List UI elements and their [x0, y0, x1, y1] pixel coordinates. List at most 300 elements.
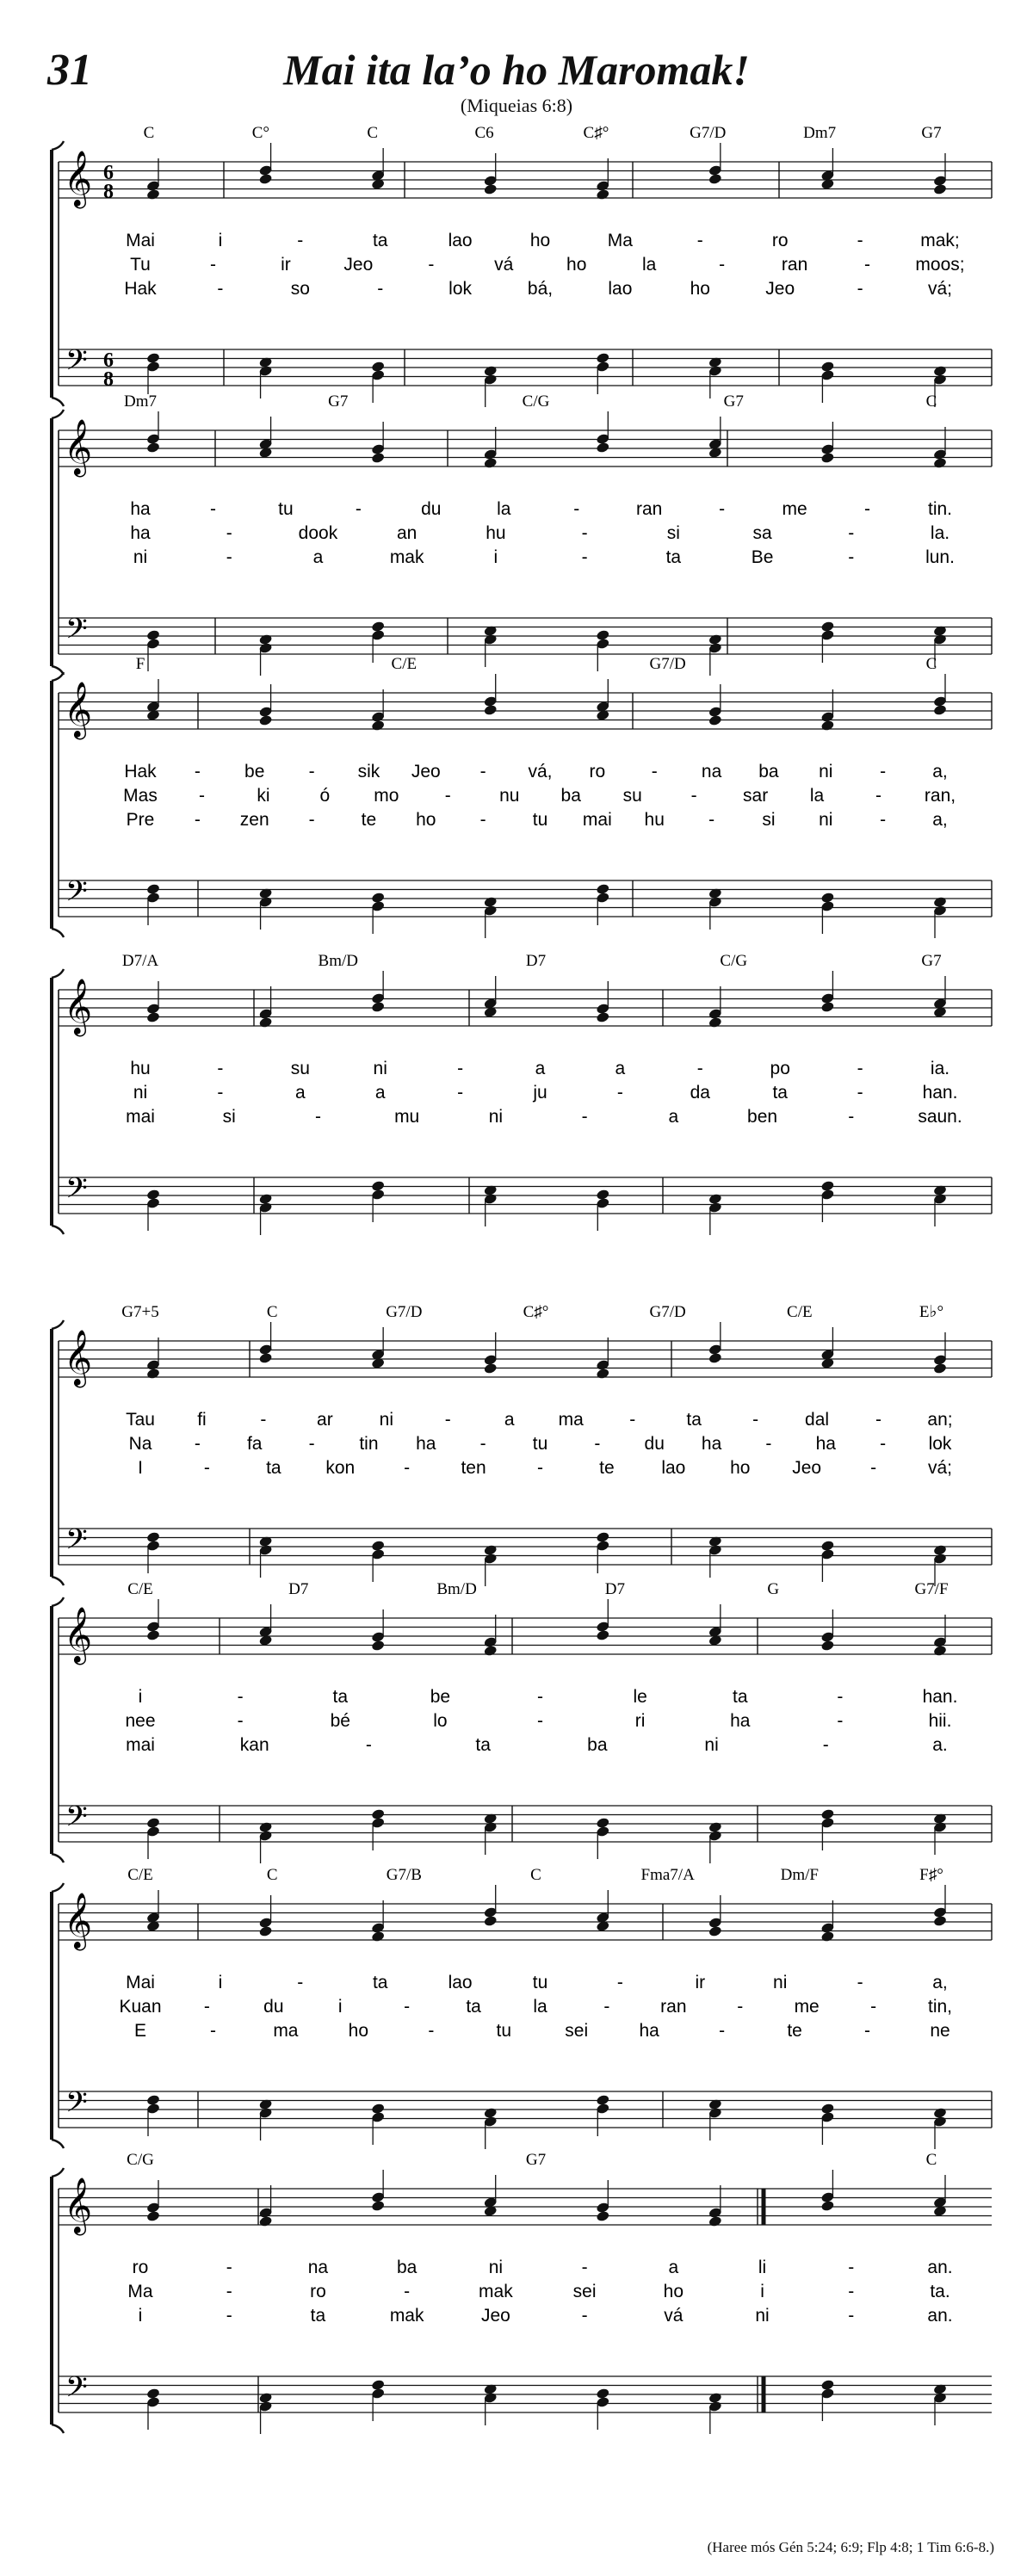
- lyric-syllable: ro: [310, 2282, 326, 2301]
- lyric-syllable: lao: [448, 231, 473, 250]
- lyric-syllable: po: [770, 1059, 790, 1078]
- time-signature-bottom: 8: [103, 181, 114, 203]
- lyric-syllable: nu: [499, 786, 520, 806]
- chord-symbol: D7: [525, 952, 547, 970]
- lyric-syllable: ni: [133, 1083, 148, 1103]
- lyric-syllable: -: [428, 255, 435, 275]
- treble-clef: 𝄞: [64, 151, 93, 207]
- lyric-syllable: lao: [661, 1458, 686, 1478]
- lyric-syllable: be: [244, 762, 265, 781]
- lyric-syllable: mai: [126, 1107, 155, 1127]
- lyric-syllable: -: [194, 810, 201, 830]
- lyric-syllable: Ma: [127, 2282, 153, 2301]
- treble-clef: 𝄞: [64, 1330, 93, 1386]
- bracket-curl: [52, 2425, 64, 2433]
- lyric-syllable: Jeo: [480, 2306, 510, 2326]
- chord-symbol: E♭°: [919, 1303, 944, 1321]
- lyric-syllable: hu: [644, 810, 665, 830]
- lyric-syllable: -: [209, 499, 216, 519]
- chord-symbol: G7/D: [649, 1303, 686, 1321]
- lyric-syllable: -: [837, 1687, 844, 1707]
- chord-symbol: C6: [474, 124, 494, 142]
- hymn-number: 31: [47, 46, 92, 95]
- lyric-syllable: ia.: [930, 1059, 950, 1078]
- lyric-syllable: ba: [758, 762, 779, 781]
- chord-symbol: C: [143, 124, 155, 142]
- lyric-syllable: -: [651, 762, 658, 781]
- lyric-syllable: lok: [928, 1434, 952, 1454]
- lyric-syllable: Pre: [126, 810, 155, 830]
- lyric-syllable: su: [290, 1059, 310, 1078]
- lyric-syllable: tu: [532, 810, 548, 830]
- lyric-syllable: i: [138, 1687, 143, 1707]
- chord-symbol: Dm/F: [780, 1866, 820, 1884]
- chord-symbol: G: [767, 1580, 780, 1598]
- bracket-curl: [52, 141, 64, 150]
- lyric-syllable: ni: [488, 2258, 504, 2277]
- lyric-syllable: -: [864, 255, 871, 275]
- lyric-syllable: -: [297, 231, 304, 250]
- bass-clef: 𝄢: [65, 875, 88, 915]
- bass-clef: 𝄢: [65, 1523, 88, 1563]
- lyric-syllable: ir: [695, 1973, 706, 1992]
- lyric-syllable: Tau: [126, 1410, 155, 1430]
- chord-symbol: C/E: [127, 1580, 153, 1598]
- lyric-syllable: kan: [239, 1735, 269, 1755]
- chord-symbol: C: [367, 124, 379, 142]
- lyric-syllable: hu: [130, 1059, 151, 1078]
- lyric-syllable: tin: [359, 1434, 379, 1454]
- chord-symbol: D7: [604, 1580, 626, 1598]
- lyric-syllable: si: [666, 523, 680, 543]
- lyric-syllable: ni: [819, 762, 833, 781]
- lyric-syllable: -: [314, 1107, 321, 1127]
- chord-symbol: G7/D: [690, 124, 727, 142]
- chord-symbol: D7/A: [121, 952, 159, 970]
- lyric-syllable: -: [226, 2258, 232, 2277]
- lyric-syllable: Ma: [607, 231, 633, 250]
- lyric-syllable: an;: [927, 1410, 953, 1430]
- lyric-syllable: Mai: [126, 231, 155, 250]
- lyric-syllable: mak;: [920, 231, 960, 250]
- lyric-syllable: -: [848, 523, 855, 543]
- chord-symbol: C/E: [391, 655, 418, 673]
- chord-symbol: F: [135, 655, 145, 673]
- lyric-syllable: -: [203, 1458, 210, 1478]
- lyric-syllable: la: [533, 1997, 547, 2017]
- lyric-syllable: -: [365, 1735, 372, 1755]
- lyric-syllable: Jeo: [343, 255, 374, 275]
- lyric-syllable: ro: [132, 2258, 149, 2277]
- lyric-syllable: -: [537, 1711, 543, 1731]
- lyric-syllable: -: [857, 1973, 863, 1992]
- lyric-syllable: -: [822, 1735, 829, 1755]
- lyric-syllable: zen: [239, 810, 269, 830]
- chord-symbol: G7/B: [386, 1866, 422, 1884]
- lyric-syllable: a,: [932, 1973, 948, 1992]
- lyric-syllable: la: [497, 499, 511, 519]
- lyric-syllable: Hak: [124, 762, 157, 781]
- lyric-syllable: te: [599, 1458, 615, 1478]
- lyric-syllable: -: [581, 2306, 588, 2326]
- lyric-syllable: -: [857, 279, 863, 299]
- lyric-syllable: -: [226, 547, 232, 567]
- lyric-syllable: ran: [781, 255, 808, 275]
- chord-symbol: G7+5: [121, 1303, 159, 1321]
- lyric-syllable: -: [880, 762, 887, 781]
- lyric-syllable: -: [226, 2282, 232, 2301]
- lyric-syllable: vá;: [927, 1458, 953, 1478]
- lyric-syllable: mak: [389, 2306, 424, 2326]
- scripture-reference: (Miqueias 6:8): [460, 95, 573, 116]
- lyric-syllable: -: [194, 1434, 201, 1454]
- lyric-syllable: la: [809, 786, 825, 806]
- lyric-syllable: lao: [608, 279, 633, 299]
- lyric-syllable: dal: [805, 1410, 830, 1430]
- lyric-syllable: lo: [433, 1711, 448, 1731]
- lyric-syllable: ho: [730, 1458, 751, 1478]
- lyric-syllable: la: [642, 255, 657, 275]
- lyric-syllable: Jeo: [792, 1458, 822, 1478]
- chord-symbol: D7: [288, 1580, 309, 1598]
- lyric-syllable: ba: [587, 1735, 608, 1755]
- lyric-syllable: ha: [730, 1711, 751, 1731]
- lyric-syllable: -: [537, 1458, 543, 1478]
- lyric-syllable: -: [444, 786, 451, 806]
- lyric-syllable: sa: [752, 523, 772, 543]
- lyric-syllable: ta.: [930, 2282, 950, 2301]
- lyric-syllable: -: [616, 1973, 623, 1992]
- lyric-syllable: -: [457, 1083, 464, 1103]
- lyric-syllable: ta: [665, 547, 682, 567]
- lyric-syllable: -: [857, 1059, 863, 1078]
- lyric-syllable: ta: [686, 1410, 702, 1430]
- lyric-syllable: a: [374, 1083, 386, 1103]
- lyric-syllable: Be: [751, 547, 774, 567]
- lyric-syllable: na: [701, 762, 722, 781]
- chord-symbol: G7: [723, 392, 744, 411]
- chord-symbol: Dm7: [124, 392, 157, 411]
- chord-symbol: Fma7/A: [640, 1866, 695, 1884]
- lyric-syllable: ta: [266, 1458, 281, 1478]
- lyric-syllable: i: [493, 547, 498, 567]
- lyric-syllable: te: [361, 810, 377, 830]
- lyric-syllable: ha: [815, 1434, 836, 1454]
- bracket-curl: [52, 2168, 64, 2177]
- chord-symbol: C: [266, 1303, 278, 1321]
- lyric-syllable: vá: [664, 2306, 684, 2326]
- lyric-syllable: lun.: [925, 547, 955, 567]
- lyric-syllable: a: [615, 1059, 626, 1078]
- chord-symbol: C: [925, 655, 937, 673]
- lyric-syllable: -: [203, 1997, 210, 2017]
- lyric-syllable: tu: [532, 1973, 548, 1992]
- lyric-syllable: ju: [533, 1083, 547, 1103]
- bracket-curl: [52, 1883, 64, 1892]
- bracket-curl: [52, 1226, 64, 1234]
- lyric-syllable: -: [690, 786, 697, 806]
- lyric-syllable: ni: [133, 547, 148, 567]
- bracket-curl: [52, 929, 64, 937]
- lyric-syllable: -: [737, 1997, 744, 2017]
- lyric-syllable: nee: [125, 1711, 156, 1731]
- lyric-syllable: -: [194, 762, 201, 781]
- lyric-syllable: ta: [310, 2306, 326, 2326]
- lyric-syllable: ta: [475, 1735, 491, 1755]
- lyric-syllable: ni: [773, 1973, 788, 1992]
- lyric-syllable: -: [594, 1434, 601, 1454]
- lyric-syllable: -: [355, 499, 362, 519]
- time-signature-top: 6: [103, 349, 114, 372]
- treble-clef: 𝄞: [64, 979, 93, 1035]
- lyric-syllable: an.: [927, 2306, 953, 2326]
- lyric-syllable: ta: [732, 1687, 748, 1707]
- lyric-syllable: du: [263, 1997, 284, 2017]
- lyric-syllable: vá;: [927, 279, 953, 299]
- lyric-syllable: ha: [639, 2021, 659, 2041]
- lyric-syllable: ta: [466, 1997, 481, 2017]
- lyric-syllable: ba: [560, 786, 581, 806]
- lyric-syllable: mai: [582, 810, 612, 830]
- lyric-syllable: sik: [357, 762, 380, 781]
- lyric-syllable: -: [696, 1059, 703, 1078]
- lyric-syllable: hii.: [928, 1711, 952, 1731]
- chord-symbol: C/G: [522, 392, 550, 411]
- lyric-syllable: I: [138, 1458, 143, 1478]
- chord-symbol: C: [925, 392, 937, 411]
- chord-symbol: Bm/D: [436, 1580, 477, 1598]
- chord-symbol: G7: [525, 2151, 547, 2169]
- lyric-syllable: ki: [257, 786, 270, 806]
- lyric-syllable: -: [708, 810, 715, 830]
- lyric-syllable: -: [308, 810, 315, 830]
- lyric-syllable: li: [758, 2258, 767, 2277]
- lyric-syllable: dook: [298, 523, 338, 543]
- bracket-curl: [52, 398, 64, 406]
- lyric-syllable: na: [307, 2258, 329, 2277]
- bracket-curl: [52, 410, 64, 418]
- lyric-syllable: -: [537, 1687, 543, 1707]
- lyric-syllable: -: [848, 2258, 855, 2277]
- lyric-syllable: ho: [529, 231, 551, 250]
- lyric-syllable: -: [479, 762, 486, 781]
- bass-clef: 𝄢: [65, 613, 88, 652]
- lyric-syllable: a.: [932, 1735, 948, 1755]
- lyric-syllable: mo: [374, 786, 399, 806]
- lyric-syllable: an: [396, 523, 418, 543]
- lyric-syllable: kon: [325, 1458, 356, 1478]
- lyric-syllable: vá,: [528, 762, 553, 781]
- lyric-syllable: ho: [663, 2282, 684, 2301]
- lyric-syllable: i: [337, 1997, 343, 2017]
- lyric-syllable: -: [765, 1434, 772, 1454]
- lyric-syllable: ha: [416, 1434, 436, 1454]
- lyric-syllable: -: [479, 1434, 486, 1454]
- lyric-syllable: ho: [416, 810, 436, 830]
- lyric-syllable: -: [875, 786, 882, 806]
- lyric-syllable: te: [787, 2021, 802, 2041]
- lyric-syllable: han.: [922, 1687, 958, 1707]
- lyric-syllable: le: [633, 1687, 647, 1707]
- lyric-syllable: an.: [927, 2258, 953, 2277]
- lyric-syllable: ni: [488, 1107, 504, 1127]
- lyric-syllable: fa: [246, 1434, 263, 1454]
- lyric-syllable: -: [237, 1687, 244, 1707]
- lyric-syllable: -: [880, 810, 887, 830]
- lyric-syllable: -: [719, 499, 726, 519]
- lyric-syllable: -: [479, 810, 486, 830]
- treble-clef: 𝄞: [64, 419, 93, 475]
- lyric-syllable: ro: [589, 762, 606, 781]
- lyric-syllable: -: [404, 1997, 411, 2017]
- lyric-syllable: ha: [701, 1434, 722, 1454]
- lyric-syllable: -: [404, 1458, 411, 1478]
- lyric-syllable: -: [308, 1434, 315, 1454]
- treble-clef: 𝄞: [64, 2178, 93, 2233]
- lyric-syllable: moos;: [915, 255, 965, 275]
- chord-symbol: C/E: [127, 1866, 153, 1884]
- lyric-syllable: me: [782, 499, 807, 519]
- lyric-syllable: a: [535, 1059, 546, 1078]
- lyric-syllable: -: [209, 2021, 216, 2041]
- lyric-syllable: ran: [660, 1997, 687, 2017]
- lyric-syllable: i: [218, 231, 223, 250]
- lyric-syllable: ir: [281, 255, 291, 275]
- lyric-syllable: -: [603, 1997, 610, 2017]
- lyric-syllable: saun.: [918, 1107, 962, 1127]
- lyric-syllable: Jeo: [411, 762, 441, 781]
- chord-symbol: C: [530, 1866, 541, 1884]
- lyric-syllable: i: [138, 2306, 143, 2326]
- lyric-syllable: su: [622, 786, 642, 806]
- lyric-syllable: Kuan: [119, 1997, 162, 2017]
- lyric-syllable: -: [752, 1410, 759, 1430]
- chord-symbol: C°: [251, 124, 269, 142]
- lyric-syllable: ta: [372, 1973, 388, 1992]
- lyric-syllable: a: [312, 547, 324, 567]
- lyric-syllable: -: [837, 1711, 844, 1731]
- lyric-syllable: ma: [273, 2021, 299, 2041]
- lyric-syllable: ma: [558, 1410, 584, 1430]
- lyric-syllable: fi: [197, 1410, 207, 1430]
- lyric-syllable: tin.: [927, 499, 953, 519]
- lyric-syllable: -: [226, 523, 232, 543]
- chord-symbol: G7: [328, 392, 349, 411]
- lyric-syllable: bé: [330, 1711, 350, 1731]
- lyric-syllable: i: [218, 1973, 223, 1992]
- lyric-syllable: -: [870, 1458, 877, 1478]
- lyric-syllable: -: [457, 1059, 464, 1078]
- lyric-syllable: be: [430, 1687, 451, 1707]
- lyric-syllable: ni: [373, 1059, 387, 1078]
- treble-clef: 𝄞: [64, 682, 93, 738]
- chord-symbol: C♯°: [523, 1303, 549, 1321]
- lyric-syllable: lao: [448, 1973, 473, 1992]
- bass-clef: 𝄢: [65, 2371, 88, 2411]
- lyric-syllable: ha: [130, 523, 151, 543]
- lyric-syllable: Mas: [123, 786, 158, 806]
- lyric-syllable: i: [760, 2282, 764, 2301]
- chord-symbol: Bm/D: [318, 952, 358, 970]
- lyric-syllable: -: [581, 1107, 588, 1127]
- lyric-syllable: -: [260, 1410, 267, 1430]
- bracket-curl: [52, 969, 64, 978]
- lyric-syllable: la.: [930, 523, 950, 543]
- lyric-syllable: -: [848, 2282, 855, 2301]
- lyric-syllable: -: [237, 1711, 244, 1731]
- lyric-syllable: a: [668, 2258, 679, 2277]
- bass-clef: 𝄢: [65, 1801, 88, 1840]
- chord-symbol: C: [925, 2151, 937, 2169]
- lyric-syllable: da: [690, 1083, 710, 1103]
- lyric-syllable: Tu: [130, 255, 151, 275]
- lyric-syllable: ro: [771, 231, 789, 250]
- lyric-syllable: mu: [394, 1107, 420, 1127]
- lyric-syllable: me: [794, 1997, 820, 2017]
- lyric-syllable: mak: [389, 547, 424, 567]
- lyric-syllable: -: [719, 255, 726, 275]
- lyric-syllable: ni: [755, 2306, 770, 2326]
- lyric-syllable: Na: [128, 1434, 152, 1454]
- lyric-syllable: ni: [379, 1410, 394, 1430]
- lyric-syllable: a: [668, 1107, 679, 1127]
- chord-symbol: Dm7: [803, 124, 837, 142]
- chord-symbol: G7/F: [914, 1580, 949, 1598]
- lyric-syllable: hu: [486, 523, 506, 543]
- chord-symbol: G7: [921, 952, 942, 970]
- lyric-syllable: tu: [278, 499, 294, 519]
- lyric-syllable: -: [857, 1083, 863, 1103]
- lyric-syllable: lok: [448, 279, 473, 299]
- lyric-syllable: -: [209, 255, 216, 275]
- lyric-syllable: -: [581, 523, 588, 543]
- lyric-syllable: ar: [317, 1410, 333, 1430]
- lyric-syllable: ni: [704, 1735, 719, 1755]
- lyric-syllable: ne: [930, 2021, 950, 2041]
- lyric-syllable: si: [222, 1107, 236, 1127]
- lyric-syllable: -: [217, 1059, 224, 1078]
- lyric-syllable: -: [428, 2021, 435, 2041]
- time-signature-bottom: 8: [103, 368, 114, 391]
- lyric-syllable: ta: [332, 1687, 349, 1707]
- lyric-syllable: sei: [572, 2282, 597, 2301]
- lyric-syllable: ta: [772, 1083, 788, 1103]
- lyric-syllable: -: [875, 1410, 882, 1430]
- lyric-syllable: si: [762, 810, 776, 830]
- bass-clef: 𝄢: [65, 2086, 88, 2126]
- lyric-syllable: ni: [819, 810, 833, 830]
- chord-symbol: C: [266, 1866, 278, 1884]
- bass-clef: 𝄢: [65, 1172, 88, 1212]
- lyric-syllable: -: [297, 1973, 304, 1992]
- lyric-syllable: -: [581, 2258, 588, 2277]
- lyric-syllable: -: [226, 2306, 232, 2326]
- lyric-syllable: ho: [348, 2021, 369, 2041]
- lyric-syllable: -: [217, 1083, 224, 1103]
- lyric-syllable: -: [581, 547, 588, 567]
- lyric-syllable: ran,: [924, 786, 956, 806]
- lyric-syllable: -: [444, 1410, 451, 1430]
- lyric-syllable: -: [848, 2306, 855, 2326]
- lyric-syllable: ó: [319, 786, 331, 806]
- bracket-curl: [52, 672, 64, 681]
- lyric-syllable: -: [308, 762, 315, 781]
- footer-references: (Haree mós Gén 5:24; 6:9; Flp 4:8; 1 Tim 6:6-8.): [707, 2539, 994, 2555]
- bass-clef: 𝄢: [65, 344, 88, 384]
- chord-symbol: G7: [921, 124, 942, 142]
- bracket-curl: [52, 1577, 64, 1585]
- lyric-syllable: ten: [461, 1458, 486, 1478]
